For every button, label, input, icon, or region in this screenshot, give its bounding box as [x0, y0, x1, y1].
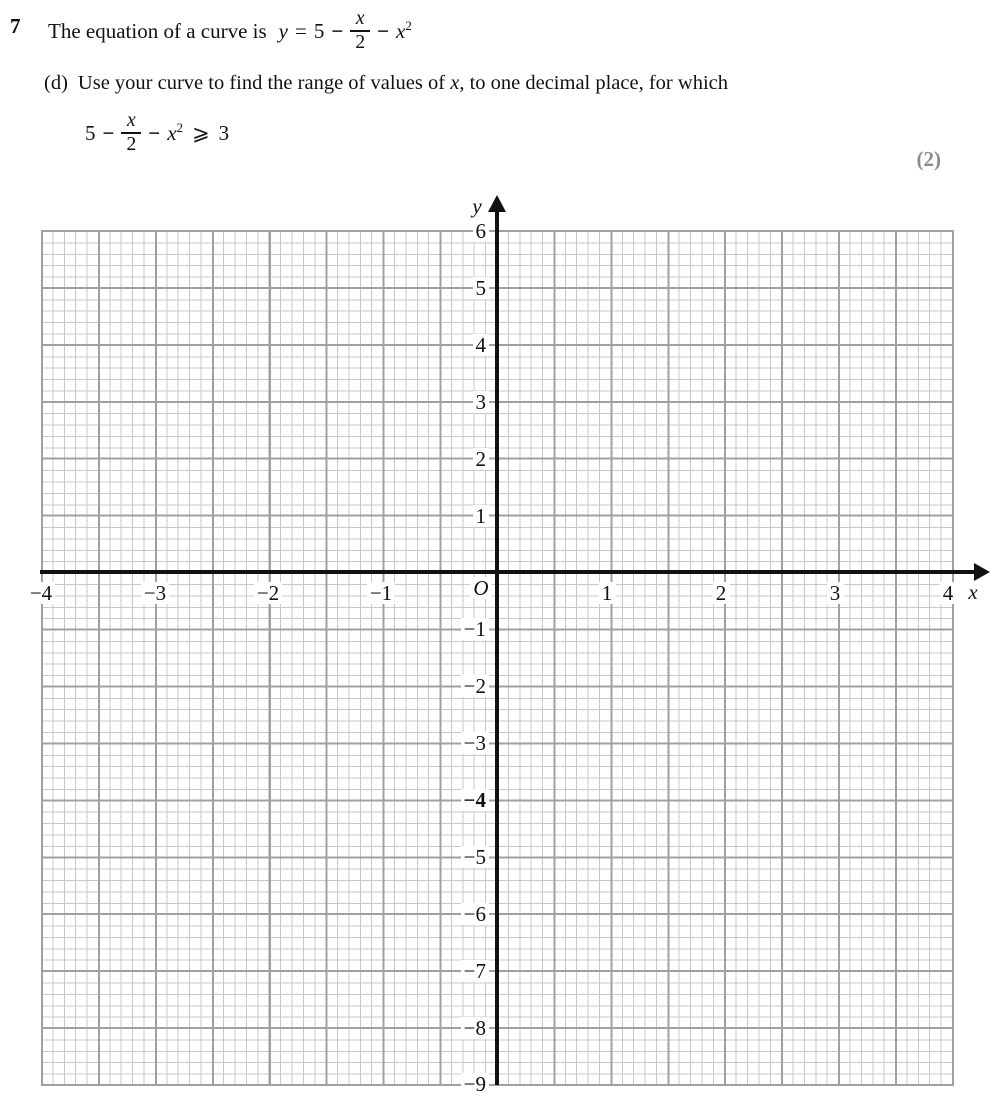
- inequality-x-squared: $x^2$: [167, 120, 184, 145]
- y-tick: −9: [461, 1073, 489, 1095]
- y-tick: 5: [473, 277, 490, 299]
- x-tick: 4: [940, 582, 957, 604]
- y-axis-label: y: [472, 193, 482, 218]
- x-axis-arrow-icon: [974, 563, 990, 581]
- y-tick: −3: [461, 732, 489, 754]
- inequality-const: 5: [85, 120, 96, 145]
- equation-lhs: y: [278, 18, 288, 43]
- y-tick: −7: [461, 960, 489, 982]
- inequality-fraction-numerator: x: [127, 110, 136, 132]
- equation-minus-1: −: [331, 18, 344, 43]
- y-tick: −5: [461, 846, 489, 868]
- y-tick: −4: [461, 789, 489, 811]
- inequality-line: [85, 104, 229, 162]
- equation-fraction-numerator: x: [355, 8, 365, 30]
- part-text-after: , to one decimal place, for which: [459, 72, 728, 94]
- inequality-fraction: [121, 110, 141, 156]
- question-number: 7: [10, 14, 21, 38]
- x-tick: 2: [713, 582, 730, 604]
- x-tick: −3: [141, 582, 169, 604]
- inequality-geq-sign: ⩾: [192, 121, 210, 145]
- inequality-minus-1: −: [102, 120, 115, 145]
- y-tick: 1: [473, 505, 490, 527]
- question-intro-text: The equation of a curve is: [48, 18, 267, 43]
- y-tick: 4: [473, 334, 490, 356]
- y-tick: −6: [461, 903, 489, 925]
- marks-badge: (2): [916, 147, 941, 171]
- equation-const: 5: [313, 18, 325, 43]
- part-d-line: [44, 72, 728, 95]
- inequality-fraction-denominator: 2: [121, 132, 141, 156]
- x-tick: −2: [254, 582, 282, 604]
- part-label: (d): [44, 72, 68, 94]
- x-tick: 1: [599, 582, 616, 604]
- equation-equals: =: [295, 18, 307, 43]
- x-tick: −4: [27, 582, 55, 604]
- x-axis-line: [40, 570, 976, 574]
- y-axis-arrow-icon: [488, 195, 506, 212]
- y-tick: −2: [461, 675, 489, 697]
- equation-fraction-denominator: 2: [350, 30, 370, 54]
- equation-fraction: [350, 8, 370, 54]
- origin-label: O: [470, 577, 491, 599]
- y-tick: 2: [473, 448, 490, 470]
- x-tick: 3: [827, 582, 844, 604]
- equation-minus-2: −: [377, 18, 390, 43]
- inequality-minus-2: −: [148, 120, 161, 145]
- y-axis-line: [495, 212, 499, 1085]
- y-tick: 3: [473, 391, 490, 413]
- inequality-rhs: 3: [218, 120, 230, 145]
- part-text-before: Use your curve to find the range of values of: [77, 72, 451, 94]
- part-text-var: x: [450, 72, 460, 94]
- y-tick: −8: [461, 1017, 489, 1039]
- question-intro-line: [48, 2, 412, 60]
- x-tick: −1: [367, 582, 395, 604]
- equation-x-squared: $x^2$: [396, 18, 412, 43]
- y-tick: 6: [473, 220, 490, 242]
- x-axis-label: x: [968, 579, 978, 604]
- y-tick: −1: [461, 618, 489, 640]
